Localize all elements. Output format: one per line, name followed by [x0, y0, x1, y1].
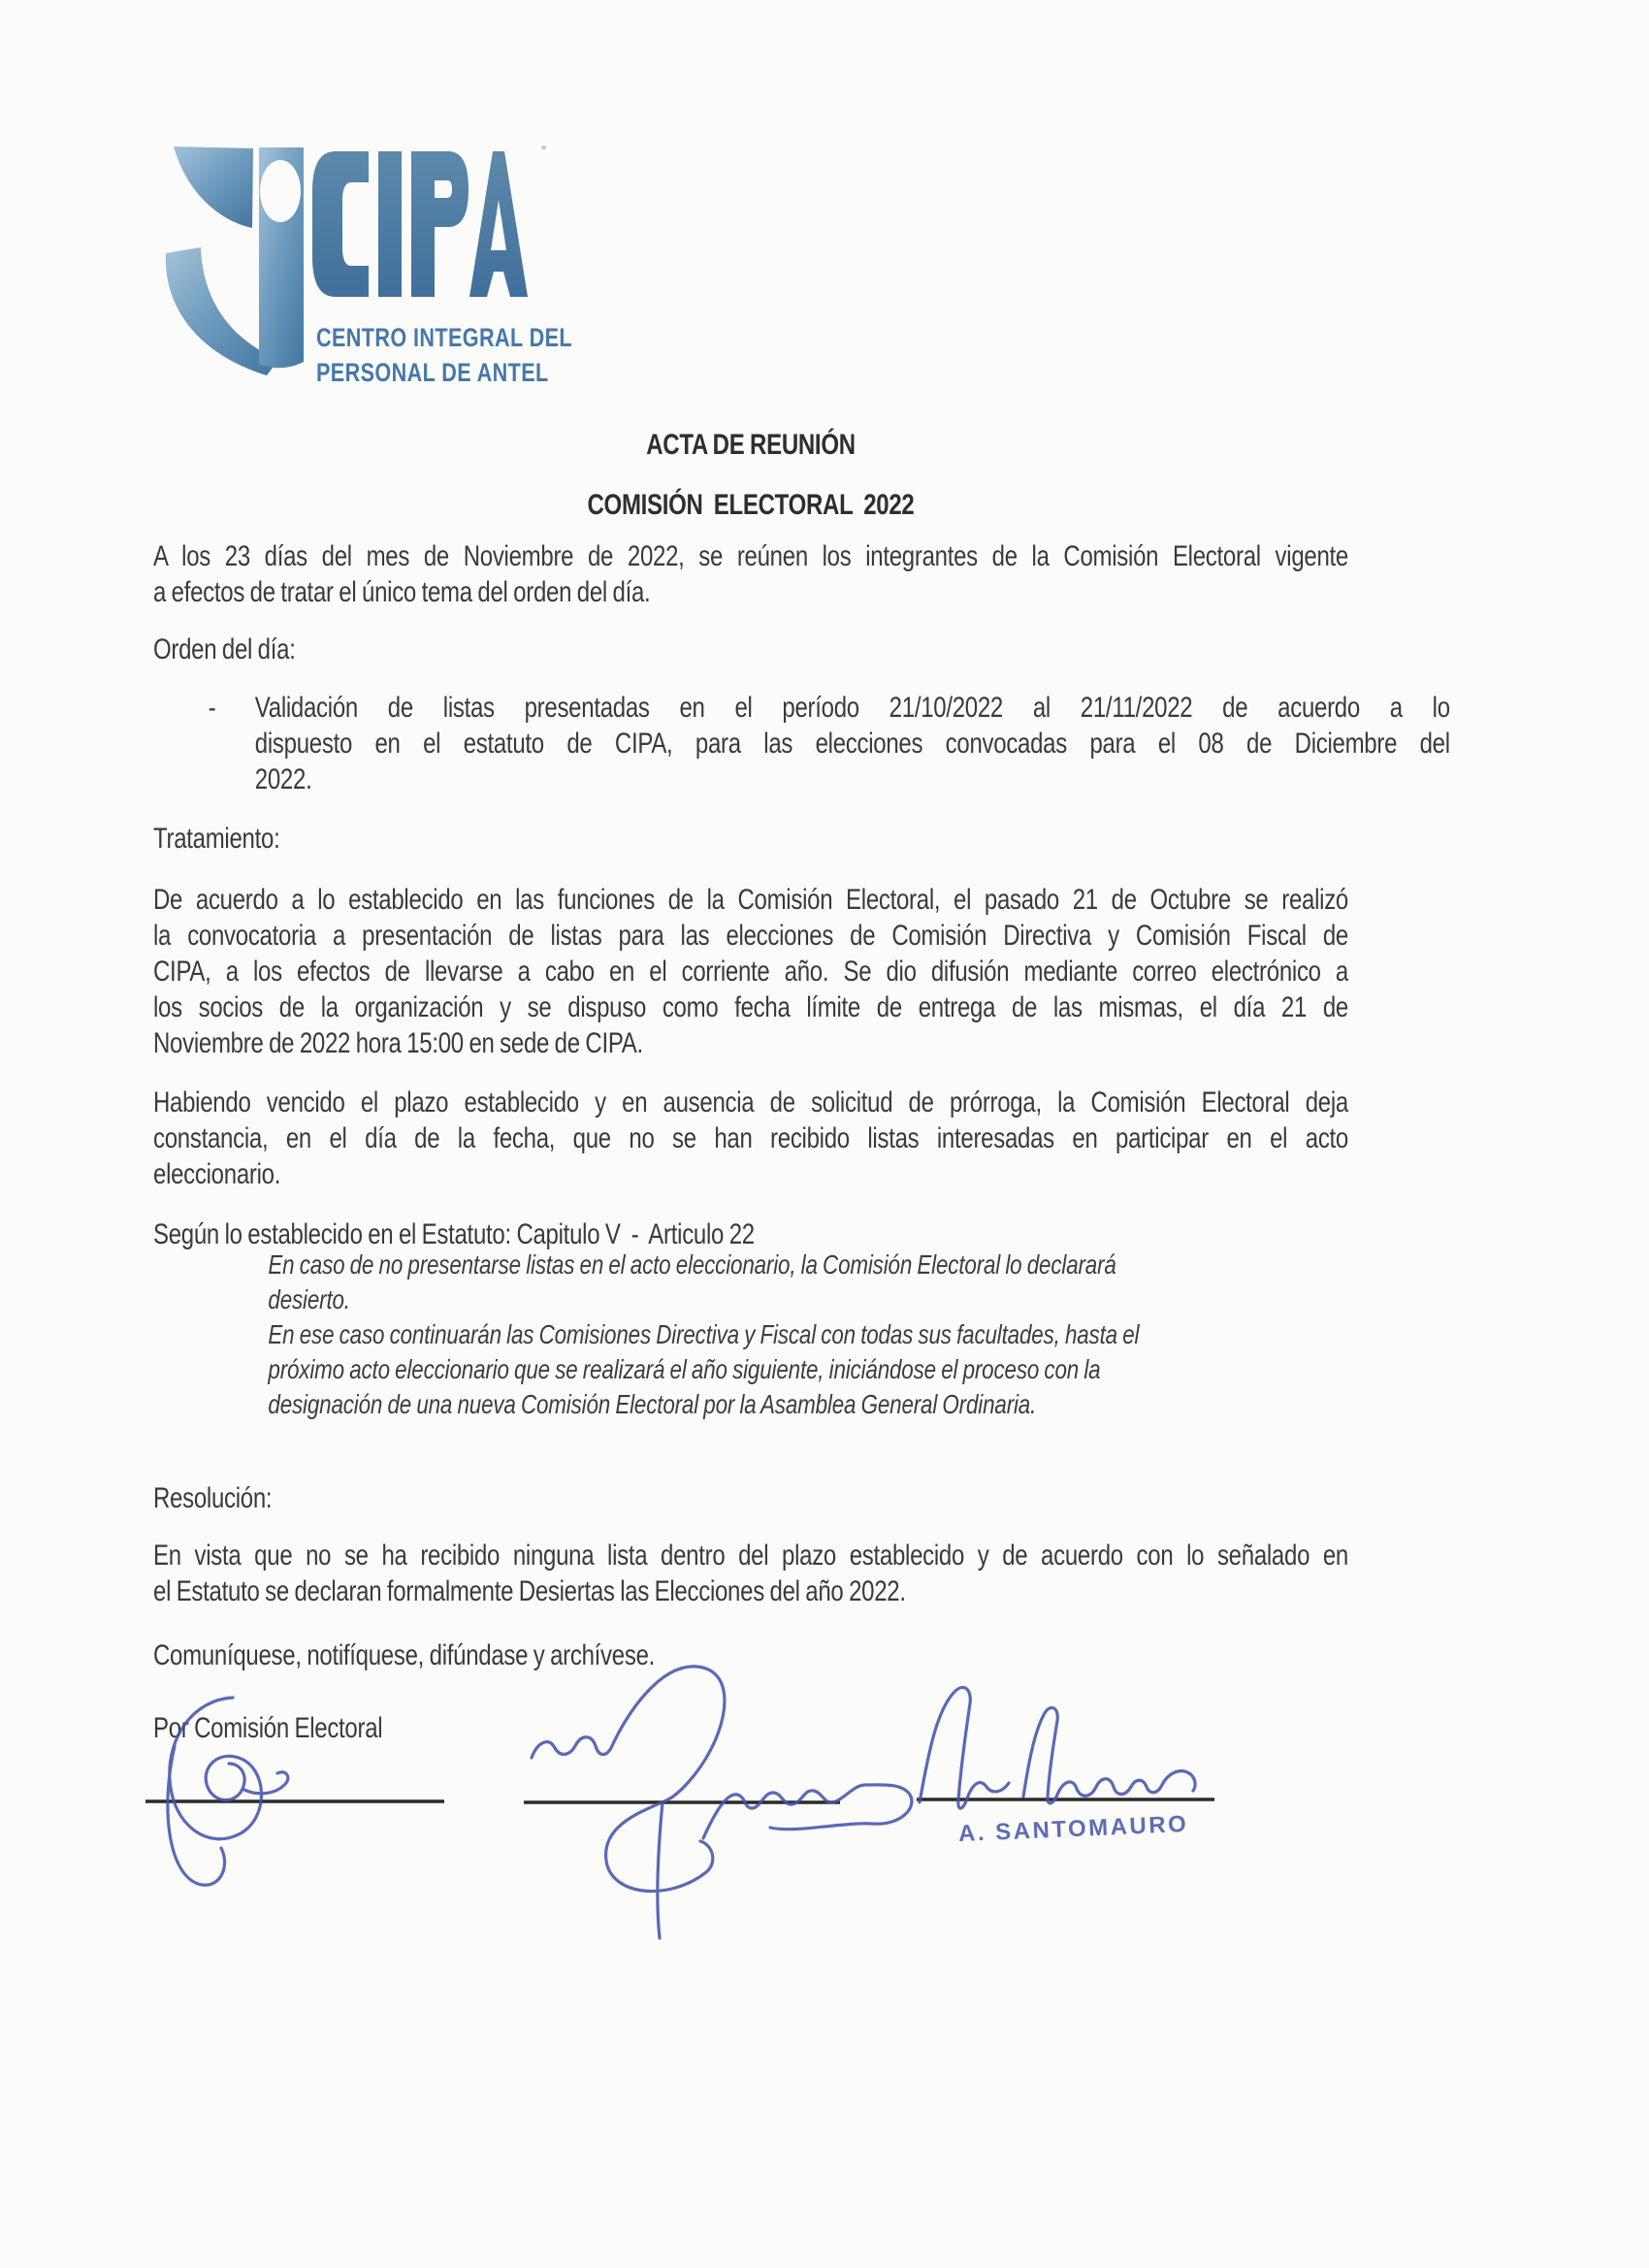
tratamiento-line: eleccionario.	[153, 1158, 281, 1190]
page-subtitle: COMISIÓN ELECTORAL 2022	[587, 489, 915, 521]
page-title: ACTA DE REUNIÓN	[646, 429, 856, 461]
tratamiento-line: Habiendo vencido el plazo establecido y en ausencia de solicitud de prórroga, la Comisión Electoral deja	[153, 1086, 1348, 1118]
logo-sail-shape	[174, 146, 253, 228]
bullet-dash: -	[208, 692, 216, 724]
resolucion-line: En vista que no se ha recibido ninguna lista dentro del plazo establecido y de acuerdo con lo señalado en	[153, 1539, 1348, 1571]
signature-3-ink	[1023, 1707, 1195, 1802]
cipa-wordmark	[312, 151, 530, 299]
intro-line: A los 23 días del mes de Noviembre de 2022, se reúnen los integrantes de la Comisión Electoral vigente	[153, 540, 1348, 572]
tratamiento-line: los socios de la organización y se dispuso como fecha límite de entrega de las mismas, el día 21 de	[153, 991, 1348, 1023]
scan-speck	[541, 146, 546, 149]
quote-line: desierto.	[268, 1284, 350, 1314]
signature-1-ink	[242, 1772, 288, 1794]
logo-head-cutout	[260, 160, 301, 222]
orden-item-line: 2022.	[254, 763, 312, 795]
signoff-line: Por Comisión Electoral	[153, 1712, 383, 1744]
tratamiento-paragraph-1	[153, 882, 1348, 1061]
orden-item-line: dispuesto en el estatuto de CIPA, para las elecciones convocadas para el 08 de Diciembre del	[254, 728, 1450, 760]
quote-line: En ese caso continuarán las Comisiones Directiva y Fiscal con todas sus facultades, hasta el	[268, 1319, 1140, 1349]
signature-1-ink	[170, 1698, 262, 1839]
intro-paragraph	[153, 538, 1348, 610]
tratamiento-line: CIPA, a los efectos de llevarse a cabo en el corriente año. Se dio difusión mediante correo electrónico a	[153, 956, 1348, 988]
logo-org-name	[316, 320, 627, 390]
logo-org-line2: PERSONAL DE ANTEL	[316, 358, 549, 387]
signature-1-ink	[168, 1746, 225, 1885]
estatuto-reference: Según lo establecido en el Estatuto: Capitulo V - Articulo 22	[153, 1218, 755, 1250]
tratamiento-paragraph-2	[153, 1085, 1348, 1192]
estatuto-quote	[153, 1247, 1463, 1422]
signature-block	[78, 1552, 1436, 1998]
signature-3-ink	[920, 1688, 1009, 1809]
tratamiento-line: constancia, en el día de la fecha, que no se han recibido listas interesadas en participar en el acto	[153, 1122, 1348, 1154]
quote-line: En caso de no presentarse listas en el acto eleccionario, la Comisión Electoral lo declarará	[268, 1249, 1116, 1280]
orden-del-dia-label: Orden del día:	[153, 633, 296, 665]
quote-line: designación de una nueva Comisión Electoral por la Asamblea General Ordinaria.	[268, 1389, 1037, 1419]
tratamiento-label: Tratamiento:	[153, 823, 280, 855]
signature-2-ink	[658, 1802, 663, 1938]
resolucion-line: el Estatuto se declaran formalmente Desiertas las Elecciones del año 2022.	[153, 1575, 906, 1607]
logo-org-line1: CENTRO INTEGRAL DEL	[316, 323, 573, 352]
tratamiento-line: Noviembre de 2022 hora 15:00 en sede de CIPA.	[153, 1027, 643, 1059]
tratamiento-line: De acuerdo a lo establecido en las funciones de la Comisión Electoral, el pasado 21 de Octubre se realizó	[153, 884, 1348, 916]
signature-2-ink	[703, 1785, 912, 1838]
quote-line: próximo acto eleccionario que se realizará el año siguiente, iniciándose el proceso con la	[268, 1354, 1101, 1384]
signature-3-caption: A. SANTOMAURO	[957, 1810, 1189, 1848]
resolucion-label: Resolución:	[153, 1482, 273, 1514]
orden-item-line: Validación de listas presentadas en el período 21/10/2022 al 21/11/2022 de acuerdo a lo	[254, 692, 1450, 724]
signature-2-ink	[532, 1667, 725, 1892]
cipa-logo-mark	[160, 141, 306, 378]
closing-line: Comuníquese, notifíquese, difúndase y archívese.	[153, 1639, 656, 1671]
intro-line: a efectos de tratar el único tema del orden del día.	[153, 576, 651, 608]
orden-item	[153, 690, 1450, 797]
tratamiento-line: la convocatoria a presentación de listas para las elecciones de Comisión Directiva y Comisión Fiscal de	[153, 920, 1348, 952]
